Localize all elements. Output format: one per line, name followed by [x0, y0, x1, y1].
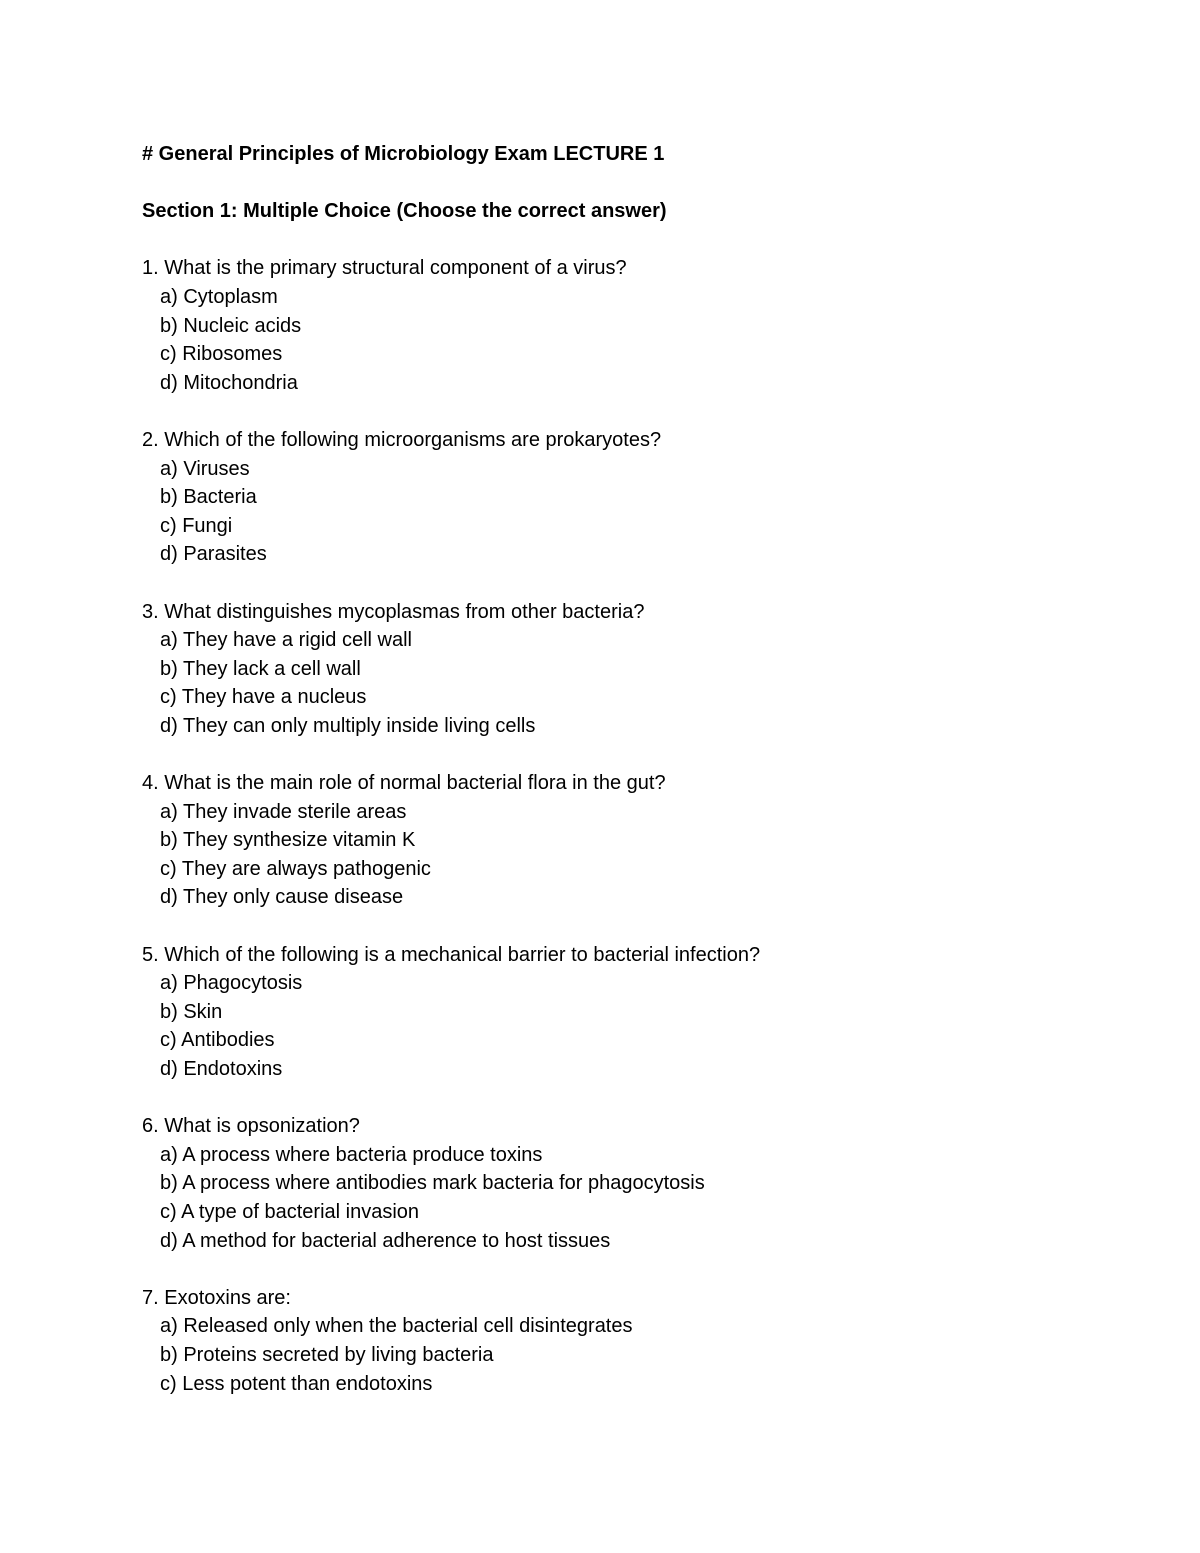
question-text: 4. What is the main role of normal bacterial flora in the gut?	[142, 772, 666, 795]
answer-option: d) They only cause disease	[160, 886, 404, 909]
question-block	[142, 941, 1142, 1113]
question-text: 5. Which of the following is a mechanical barrier to bacterial infection?	[142, 943, 761, 966]
question-block	[142, 426, 1142, 598]
answer-option: a) They invade sterile areas	[160, 800, 407, 823]
question-text: 3. What distinguishes mycoplasmas from other bacteria?	[142, 600, 645, 623]
answer-option: b) Proteins secreted by living bacteria	[160, 1343, 494, 1366]
spacer	[142, 1255, 1142, 1284]
answer-option: c) Less potent than endotoxins	[160, 1372, 433, 1395]
spacer	[142, 740, 1142, 769]
answer-option: a) A process where bacteria produce toxins	[160, 1143, 543, 1166]
question-text: 6. What is opsonization?	[142, 1115, 360, 1138]
question-block	[142, 1284, 1142, 1398]
spacer	[142, 569, 1142, 598]
answer-option: c) They have a nucleus	[160, 686, 367, 709]
spacer	[142, 169, 1142, 198]
answer-option: a) Released only when the bacterial cell disintegrates	[160, 1315, 633, 1338]
answer-option: d) Endotoxins	[160, 1058, 283, 1080]
answer-option: d) A method for bacterial adherence to host tissues	[160, 1229, 611, 1252]
question-text: 7. Exotoxins are:	[142, 1286, 291, 1309]
question-block	[142, 769, 1142, 941]
answer-option: b) They lack a cell wall	[160, 657, 361, 680]
answer-option: b) A process where antibodies mark bacteria for phagocytosis	[160, 1172, 705, 1195]
answer-option: a) Cytoplasm	[160, 285, 278, 308]
answer-option: b) Bacteria	[160, 486, 257, 509]
answer-option: a) Phagocytosis	[160, 972, 303, 995]
spacer	[142, 397, 1142, 426]
question-block	[142, 598, 1142, 770]
answer-option: c) They are always pathogenic	[160, 857, 431, 880]
document-page	[142, 140, 1142, 1398]
answer-option: d) Mitochondria	[160, 371, 298, 394]
spacer	[142, 226, 1142, 255]
answer-option: a) They have a rigid cell wall	[160, 629, 412, 652]
question-block	[142, 254, 1142, 426]
answer-option: c) Antibodies	[160, 1029, 275, 1052]
spacer	[142, 1084, 1142, 1113]
question-block	[142, 1112, 1142, 1284]
answer-option: b) Nucleic acids	[160, 314, 302, 337]
spacer	[142, 912, 1142, 941]
question-text: 1. What is the primary structural component of a virus?	[142, 257, 627, 280]
answer-option: c) Ribosomes	[160, 343, 283, 366]
question-text: 2. Which of the following microorganisms are prokaryotes?	[142, 428, 662, 451]
document-title: # General Principles of Microbiology Exam LECTURE 1	[142, 143, 665, 165]
section-title: Section 1: Multiple Choice (Choose the correct answer)	[142, 200, 667, 223]
answer-option: d) Parasites	[160, 543, 267, 566]
answer-option: c) A type of bacterial invasion	[160, 1200, 420, 1223]
answer-option: a) Viruses	[160, 457, 250, 480]
answer-option: d) They can only multiply inside living cells	[160, 714, 536, 737]
answer-option: b) Skin	[160, 1000, 223, 1023]
question-list	[142, 254, 1142, 1398]
answer-option: c) Fungi	[160, 514, 233, 537]
answer-option: b) They synthesize vitamin K	[160, 829, 416, 852]
